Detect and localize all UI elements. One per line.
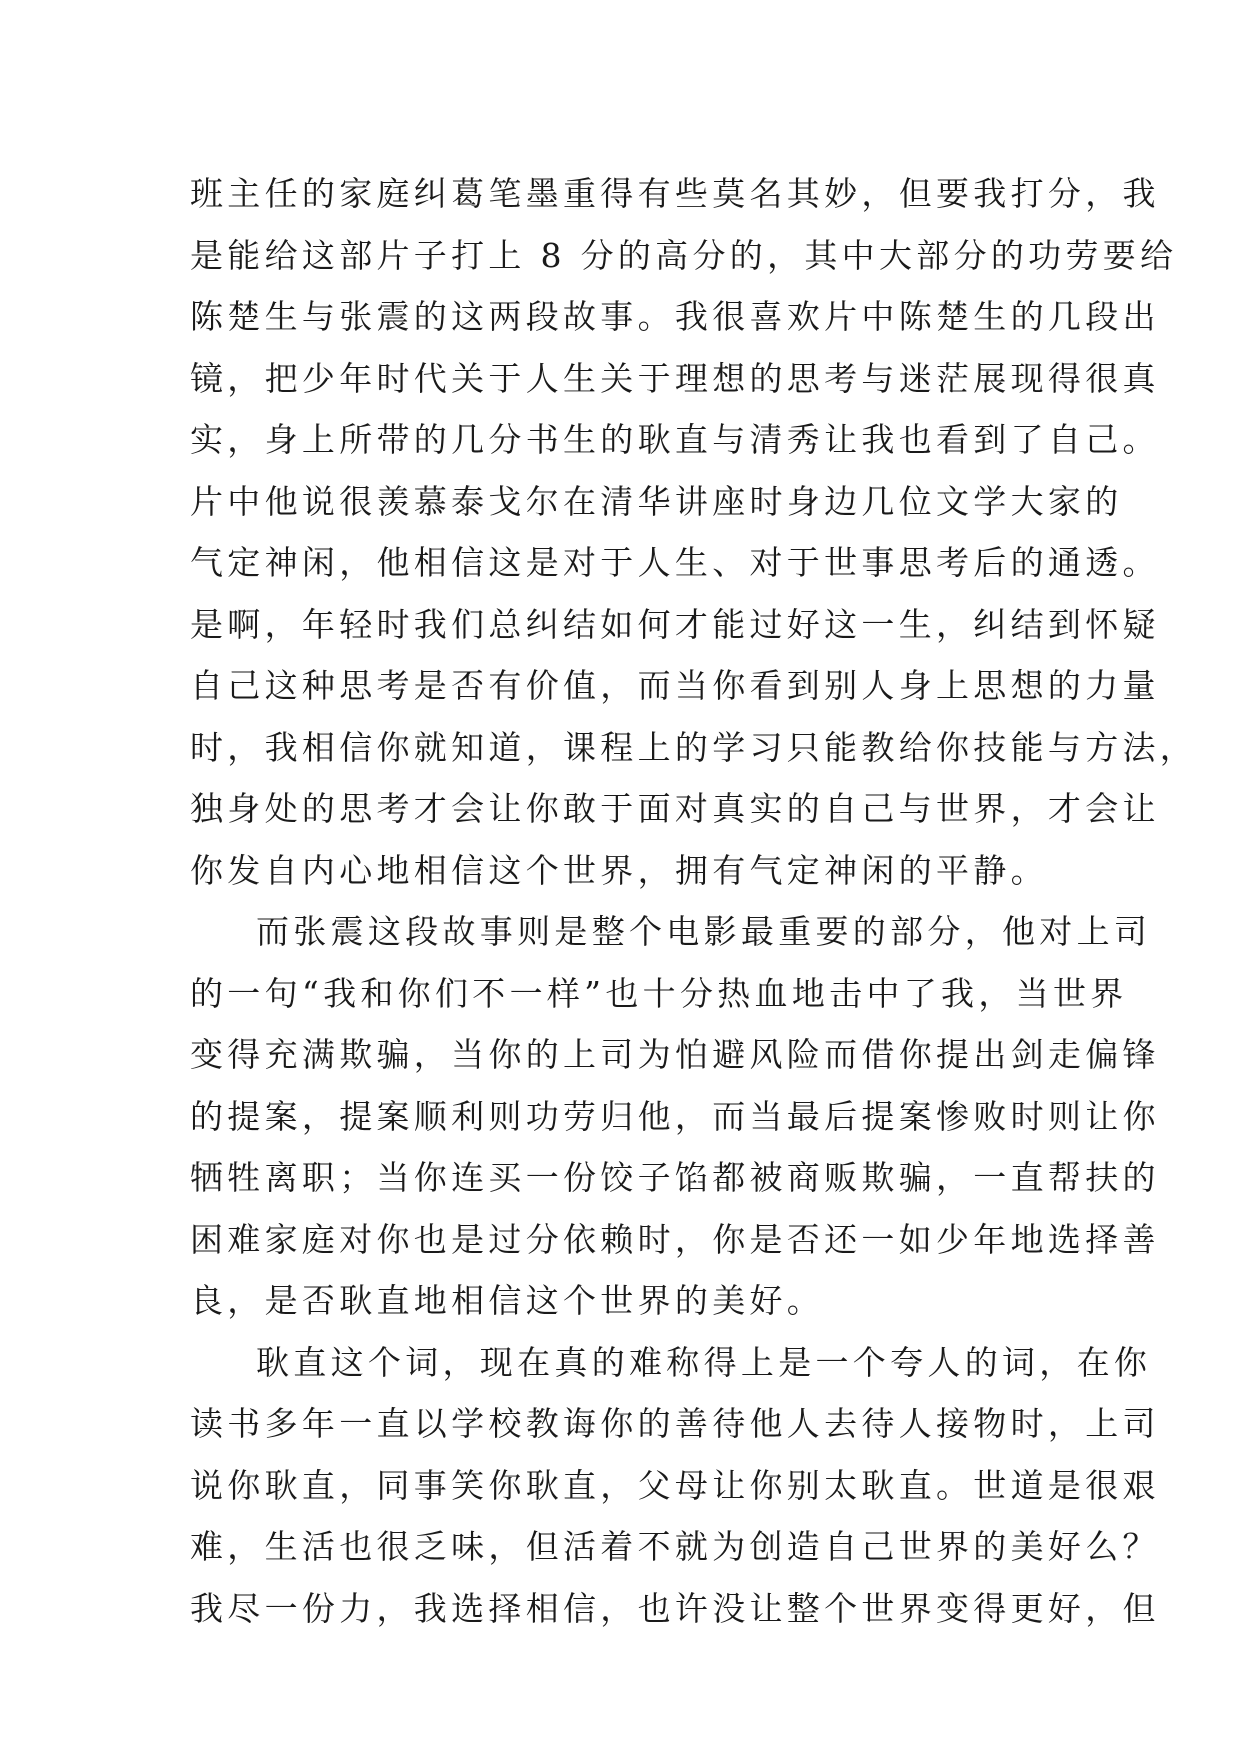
text-line: 难，生活也很乏味，但活着不就为创造自己世界的美好么？ [190, 1527, 1160, 1566]
text-line: 镜，把少年时代关于人生关于理想的思考与迷茫展现得很真 [190, 358, 1160, 398]
text-line: 我尽一份力，我选择相信，也许没让整个世界变得更好，但 [190, 1588, 1160, 1628]
text-line: 时，我相信你就知道，课程上的学习只能教给你技能与方法， [190, 727, 1198, 767]
text-line: 读书多年一直以学校教诲你的善待他人去待人接物时，上司 [190, 1404, 1160, 1443]
body-text [190, 163, 1198, 1639]
text-line: 的提案，提案顺利则功劳归他，而当最后提案惨败时则让你 [190, 1096, 1160, 1136]
text-line: 变得充满欺骗，当你的上司为怕避风险而借你提出剑走偏锋 [190, 1035, 1160, 1074]
text-line: 是啊，年轻时我们总纠结如何才能过好这一生，纠结到怀疑 [190, 604, 1160, 644]
paragraph-first-line: 耿直这个词，现在真的难称得上是一个夸人的词，在你 [256, 1342, 1152, 1382]
text-line: 是能给这部片子打上 8 分的高分的，其中大部分的功劳要给 [190, 235, 1178, 275]
text-line: 的一句“我和你们不一样”也十分热血地击中了我，当世界 [190, 973, 1128, 1013]
text-line: 困难家庭对你也是过分依赖时，你是否还一如少年地选择善 [190, 1219, 1160, 1259]
text-line: 班主任的家庭纠葛笔墨重得有些莫名其妙，但要我打分，我 [190, 174, 1160, 213]
text-line: 自己这种思考是否有价值，而当你看到别人身上思想的力量 [190, 666, 1160, 705]
text-line: 独身处的思考才会让你敢于面对真实的自己与世界，才会让 [190, 789, 1160, 828]
text-line: 陈楚生与张震的这两段故事。我很喜欢片中陈楚生的几段出 [190, 297, 1160, 336]
text-line: 实，身上所带的几分书生的耿直与清秀让我也看到了自己。 [190, 420, 1160, 459]
paragraph-first-line: 而张震这段故事则是整个电影最重要的部分，他对上司 [256, 912, 1152, 951]
text-line: 牺牲离职；当你连买一份饺子馅都被商贩欺骗，一直帮扶的 [190, 1158, 1160, 1197]
text-line: 良，是否耿直地相信这个世界的美好。 [190, 1281, 825, 1320]
text-line: 你发自内心地相信这个世界，拥有气定神闲的平静。 [190, 850, 1048, 890]
text-line: 片中他说很羡慕泰戈尔在清华讲座时身边几位文学大家的 [190, 481, 1123, 521]
text-line: 气定神闲，他相信这是对于人生、对于世事思考后的通透。 [190, 543, 1160, 582]
text-line: 说你耿直，同事笑你耿直，父母让你别太耿直。世道是很艰 [190, 1465, 1160, 1505]
